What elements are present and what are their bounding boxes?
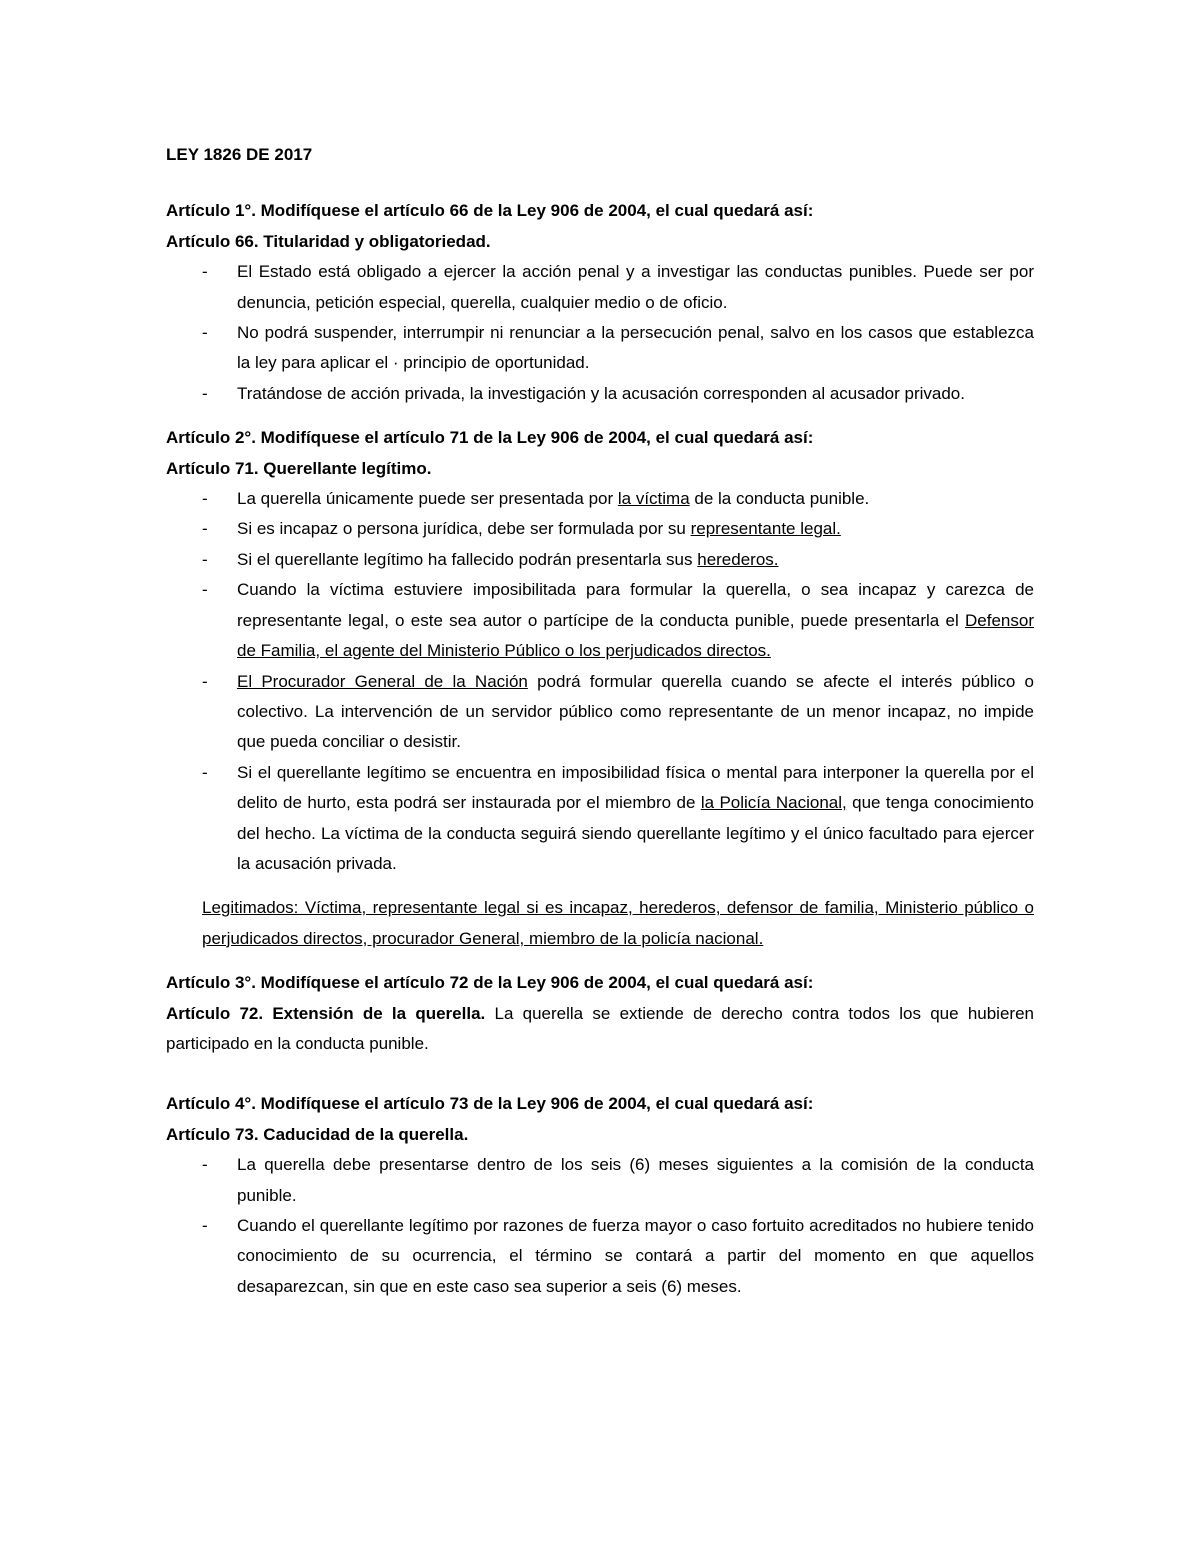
- document-page: [166, 140, 1034, 1316]
- article-4-heading: Artículo 4°. Modifíquese el artículo 73 de la Ley 906 de 2004, el cual quedará así:: [166, 1094, 814, 1114]
- list-item: - Si el querellante legítimo ha fallecido podrán presentarla sus herederos.: [166, 545, 1034, 575]
- list-item: - El Procurador General de la Nación podrá formular querella cuando se afecte el interés público o colectivo. La intervención de un servidor público como representante de un menor incapaz, no impide que pueda conciliar o desistir.: [166, 667, 1034, 758]
- article-73-list: [166, 1150, 1034, 1302]
- underlined-term: herederos.: [697, 549, 779, 569]
- underlined-term: El Procurador General de la Nación: [237, 671, 528, 691]
- underlined-term: la víctima: [617, 489, 690, 509]
- article-71-list: [166, 484, 1034, 879]
- list-item: - No podrá suspender, interrumpir ni renunciar a la persecución penal, salvo en los casos que establezca la ley para aplicar el · principio de oportunidad.: [166, 318, 1034, 379]
- article-1-heading: Artículo 1°. Modifíquese el artículo 66 de la Ley 906 de 2004, el cual quedará así:: [166, 201, 814, 221]
- article-2-heading: Artículo 2°. Modifíquese el artículo 71 de la Ley 906 de 2004, el cual quedará así:: [166, 428, 814, 448]
- list-item: - La querella debe presentarse dentro de los seis (6) meses siguientes a la comisión de la conducta punible.: [166, 1150, 1034, 1211]
- list-item: - Tratándose de acción privada, la investigación y la acusación corresponden al acusador privado.: [166, 379, 1034, 409]
- article-1-section: [166, 196, 1034, 409]
- article-72-paragraph: [166, 999, 1034, 1060]
- article-73-title: Artículo 73. Caducidad de la querella.: [166, 1124, 469, 1144]
- article-66-list: [166, 257, 1034, 409]
- article-2-section: [166, 423, 1034, 954]
- underlined-term: Defensor de Familia, el agente del Ministerio Público o los perjudicados directos.: [237, 610, 1034, 661]
- underlined-term: la Policía Nacional,: [700, 793, 847, 813]
- article-66-title: Artículo 66. Titularidad y obligatoriedad.: [166, 231, 491, 251]
- document-title: LEY 1826 DE 2017: [166, 145, 313, 164]
- article-72-text: La querella se extiende de derecho contra todos los que hubieren participado en la conducta punible.: [166, 1003, 1034, 1053]
- list-item: - Cuando el querellante legítimo por razones de fuerza mayor o caso fortuito acreditados no hubiere tenido conocimiento de su ocurrencia, el término se contará a partir del momento en que aquellos desaparezcan, sin que en este caso sea superior a seis (6) meses.: [166, 1211, 1034, 1302]
- list-item: - Si el querellante legítimo se encuentra en imposibilidad física o mental para interponer la querella por el delito de hurto, esta podrá ser instaurada por el miembro de la Policía Nacional, que tenga conocimiento del hecho. La víctima de la conducta seguirá siendo querellante legítimo y el único facultado para ejercer la acusación privada.: [166, 758, 1034, 880]
- article-4-section: [166, 1089, 1034, 1302]
- article-71-title: Artículo 71. Querellante legítimo.: [166, 458, 432, 478]
- list-item: - Cuando la víctima estuviere imposibilitada para formular la querella, o sea incapaz y carezca de representante legal, o este sea autor o partícipe de la conducta punible, puede presentarla el Defensor de Familia, el agente del Ministerio Público o los perjudicados directos.: [166, 575, 1034, 666]
- legitimados-note: Legitimados: Víctima, representante legal si es incapaz, herederos, defensor de familia, Ministerio público o perjudicados directos, procurador General, miembro de la policía nacional.: [202, 898, 1034, 948]
- article-3-heading: Artículo 3°. Modifíquese el artículo 72 de la Ley 906 de 2004, el cual quedará así:: [166, 973, 814, 993]
- underlined-term: representante legal.: [690, 519, 841, 539]
- article-72-title: Artículo 72. Extensión de la querella.: [166, 1003, 486, 1023]
- list-item: - El Estado está obligado a ejercer la acción penal y a investigar las conductas punibles. Puede ser por denuncia, petición especial, querella, cualquier medio o de oficio.: [166, 257, 1034, 318]
- list-item: - La querella únicamente puede ser presentada por la víctima de la conducta punible.: [166, 484, 1034, 514]
- article-3-section: [166, 968, 1034, 1059]
- list-item: - Si es incapaz o persona jurídica, debe ser formulada por su representante legal.: [166, 514, 1034, 544]
